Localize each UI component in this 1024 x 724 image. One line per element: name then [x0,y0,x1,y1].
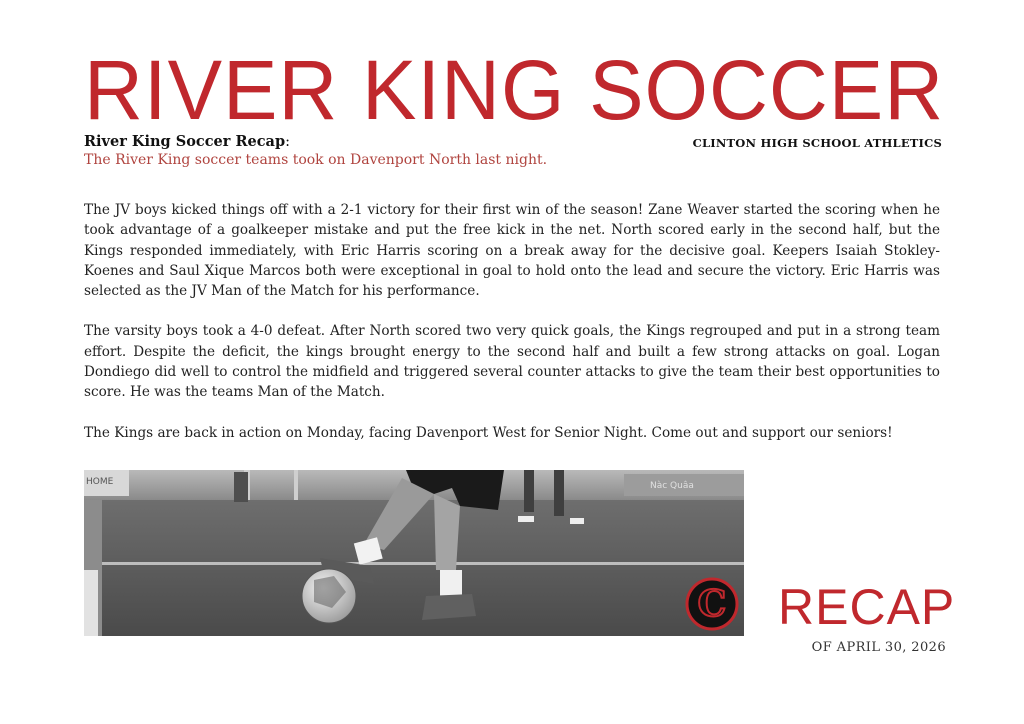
recap-heading [84,133,290,150]
recap-date: OF APRIL 30, 2026 [811,640,946,655]
page-title: RIVER KING SOCCER [84,43,945,137]
article-body [84,200,940,463]
soccer-photo [84,470,744,636]
article-paragraph: The JV boys kicked things off with a 2-1 victory for their first win of the season! Zane Weaver started the scoring when he took advantage of a goalkeeper mistake and put the free kick in the net. North scored early in the second half, but the Kings responded immediately, with Eric Harris scoring on a break away for the decisive goal. Keepers Isaiah Stokley-Koenes and Saul Xique Marcos both were exceptional in goal to hold onto the lead and secure the victory. Eric Harris was selected as the JV Man of the Match for his performance. [84,202,940,300]
recap-heading-label: River King Soccer Recap [84,133,286,150]
banner-left-text: HOME [86,477,114,487]
subtitle: The River King soccer teams took on Davenport North last night. [84,152,548,168]
school-athletics-label: CLINTON HIGH SCHOOL ATHLETICS [692,136,942,150]
article-paragraph: The Kings are back in action on Monday, facing Davenport West for Senior Night. Come out and support our seniors! [84,424,893,441]
banner-right-text: Nàc Quâa [650,481,694,491]
recap-heading-colon: : [285,134,290,150]
recap-word: RECAP [778,579,956,635]
article-paragraph: The varsity boys took a 4-0 defeat. After North scored two very quick goals, the Kings regrouped and put in a strong team effort. Despite the deficit, the kings brought energy to the second half and built a few strong attacks on goal. Logan Dondiego did well to control the midfield and triggered several counter attacks to give the team their best opportunities to score. He was the teams Man of the Match. [84,323,940,401]
school-logo-letter: C [697,583,727,625]
